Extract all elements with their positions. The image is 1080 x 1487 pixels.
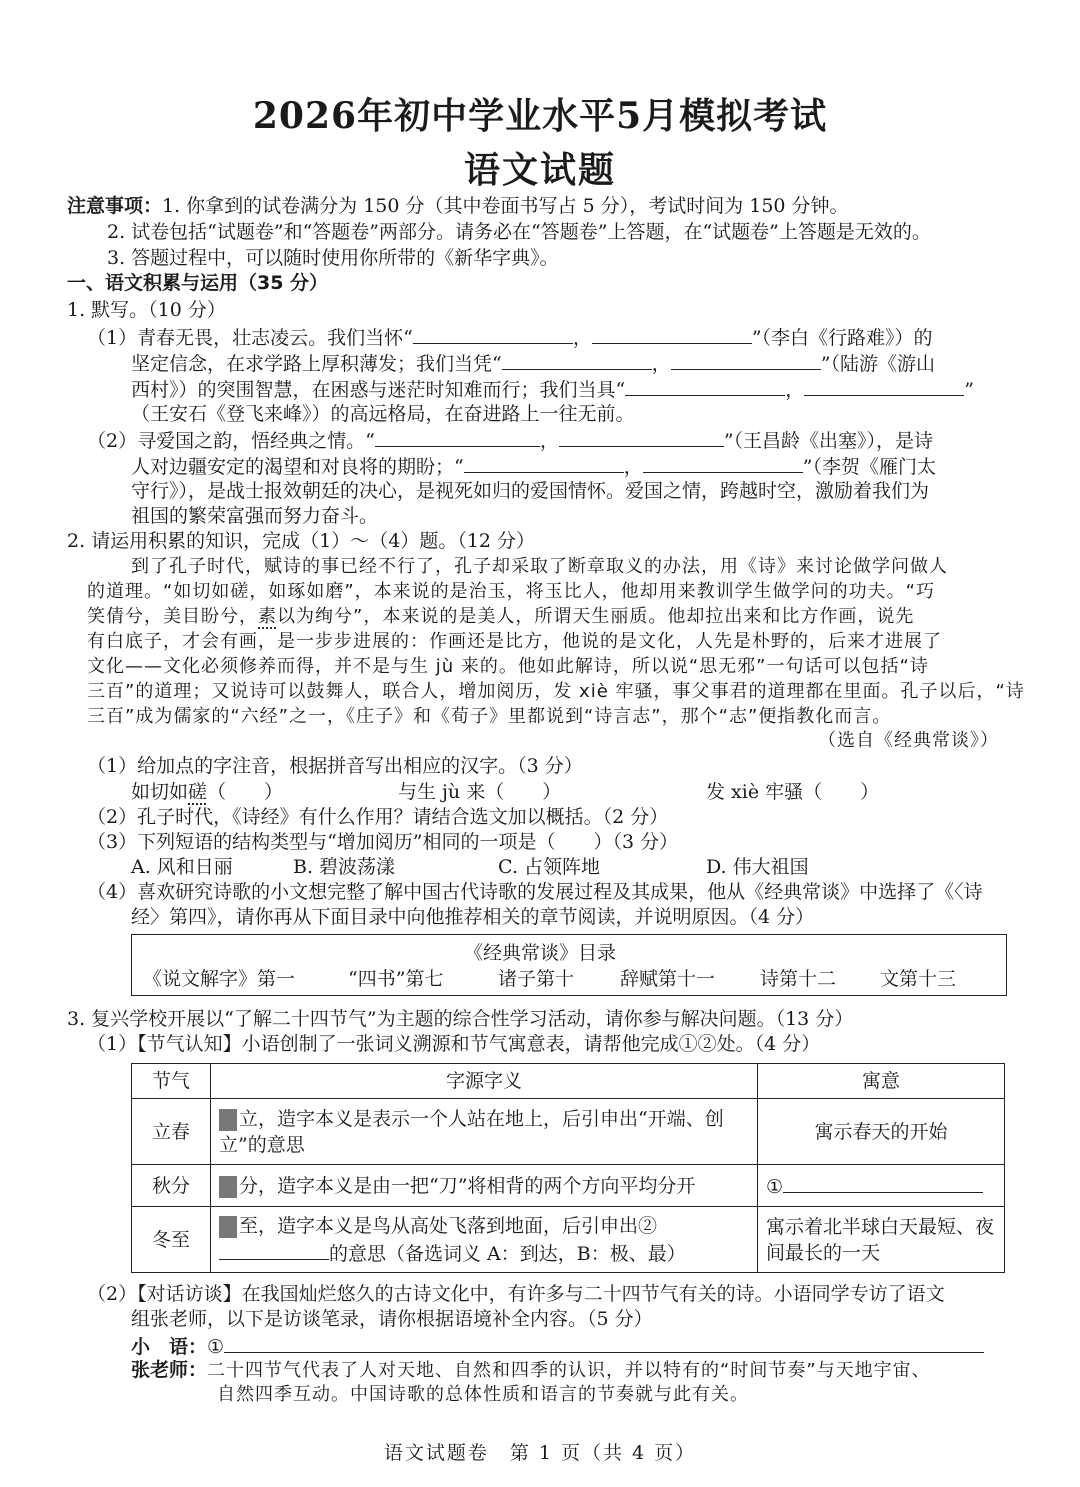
answer-blank[interactable] xyxy=(502,349,652,370)
answer-blank[interactable] xyxy=(559,426,724,447)
passage-line: 有白底子，才会有画，是一步步进展的：作画还是比方，他说的是文化，人先是朴野的，后来才进展了 xyxy=(87,631,942,652)
q3-heading: 3. 复兴学校开展以“了解二十四节气”为主题的综合性学习活动，请你参与解决问题。（13 分） xyxy=(67,1008,854,1030)
solar-term-table xyxy=(131,1063,1005,1273)
q3-sub-2: （2）【对话访谈】在我国灿烂悠久的古诗文化中，有许多与二十四节气有关的诗。小语同学专访了语文 xyxy=(87,1283,945,1305)
q1-line: 守行》），是战士报效朝廷的决心，是视死如归的爱国情怀。爱国之情，跨越时空，激励着我们为 xyxy=(131,480,930,502)
answer-blank[interactable] xyxy=(592,323,752,344)
passage-source: （选自《经典常谈》） xyxy=(818,730,999,751)
answer-blank[interactable] xyxy=(671,349,821,370)
toc-item: 诗第十二 xyxy=(760,968,837,990)
answer-blank[interactable] xyxy=(219,1239,329,1260)
dialogue-xiaoyu: 小 语：① xyxy=(131,1332,984,1360)
answer-blank[interactable] xyxy=(804,375,964,396)
answer-blank[interactable] xyxy=(464,452,624,473)
passage-line: 文化——文化必须修养而得，并不是与生 jù 来的。他如此解诗，所以说“思无邪”一句话可以包括“诗 xyxy=(87,656,929,677)
answer-blank[interactable] xyxy=(224,1332,984,1353)
table-header: 节气 xyxy=(132,1064,211,1099)
option-a: A. 风和日丽 xyxy=(131,856,233,878)
q2-sub-4: 经〉第四》，请你再从下面目录中向他推荐相关的章节阅读，并说明原因。（4 分） xyxy=(131,906,815,928)
q2-sub-2: （2）孔子时代，《诗经》有什么作用？请结合选文加以概括。（2 分） xyxy=(87,806,669,828)
ancient-character-icon xyxy=(219,1109,237,1131)
q1-line: 祖国的繁荣富强而努力奋斗。 xyxy=(131,505,379,527)
notice-line-3: 3. 答题过程中，可以随时使用你所带的《新华字典》。 xyxy=(107,247,559,269)
option-d: D. 伟大祖国 xyxy=(706,856,809,878)
q2-sub-1a: 如切如磋（ ） xyxy=(131,781,284,803)
q3-sub-2: 组张老师，以下是访谈笔录，请你根据语境补全内容。（5 分） xyxy=(131,1308,653,1330)
passage-line: 的道理。“如切如磋，如琢如磨”，本来说的是治玉，将玉比人，他却用来教训学生做学问的功夫。“巧 xyxy=(87,581,935,602)
page-footer: 语文试题卷 第 1 页（共 4 页） xyxy=(383,1442,697,1464)
q1-line: （2）寻爱国之韵，悟经典之情。“ ， ”（王昌龄《出塞》），是诗 xyxy=(87,426,933,454)
option-b: B. 碧波荡漾 xyxy=(293,856,396,878)
toc-item: “四书”第七 xyxy=(348,968,444,990)
q1-line: 人对边疆安定的渴望和对良将的期盼；“ ， ”（李贺《雁门太 xyxy=(131,452,936,480)
answer-blank[interactable] xyxy=(375,426,540,447)
toc-item: 《说文解字》第一 xyxy=(143,968,296,990)
option-c: C. 占领阵地 xyxy=(498,856,600,878)
notice-label: 注意事项： xyxy=(67,195,163,217)
dialogue-teacher-cont: 自然四季互动。中国诗歌的总体性质和语言的节奏就与此有关。 xyxy=(217,1384,749,1405)
q2-sub-1c: 发 xiè 牢骚（ ） xyxy=(706,781,880,803)
toc-title: 《经典常谈》目录 xyxy=(463,942,616,964)
ancient-character-icon xyxy=(219,1176,237,1198)
q2-sub-4: （4）喜欢研究诗歌的小文想完整了解中国古代诗歌的发展过程及其成果，他从《经典常谈》中选择了《〈诗 xyxy=(87,881,983,903)
answer-blank[interactable] xyxy=(643,452,803,473)
answer-blank[interactable] xyxy=(625,375,785,396)
table-row: 秋分 分，造字本义是由一把“刀”将相背的两个方向平均分开 ① xyxy=(132,1165,1005,1207)
dialogue-teacher: 张老师：二十四节气代表了人对天地、自然和四季的认识，并以特有的“时间节奏”与天地宇宙、 xyxy=(131,1359,931,1381)
ancient-character-icon xyxy=(219,1216,237,1238)
page-subtitle: 语文试题 xyxy=(463,149,616,191)
answer-blank[interactable] xyxy=(413,323,573,344)
page-title: 2026年初中学业水平5月模拟考试 xyxy=(252,95,828,137)
q1-line: （王安石《登飞来峰》）的高远格局，在奋进路上一往无前。 xyxy=(131,403,635,425)
q1-heading: 1. 默写。（10 分） xyxy=(67,299,226,321)
q1-line: 西村》）的突围智慧，在困惑与迷茫时知难而行；我们当具“ ， ” xyxy=(131,375,974,403)
q3-sub-1: （1）【节气认知】小语创制了一张词义溯源和节气寓意表，请帮他完成①②处。（4 分） xyxy=(87,1033,821,1055)
passage-line: 笑倩兮，美目盼兮，素以为绚兮”，本来说的是美人，所谓天生丽质。他却拉出来和比方作画，说先 xyxy=(87,606,915,627)
table-row: 冬至 至，造字本义是鸟从高处飞落到地面，后引申出②的意思（备选词义 A：到达，B：极、最） 寓示着北半球白天最短、夜间最长的一天 xyxy=(132,1207,1005,1273)
toc-item: 诸子第十 xyxy=(498,968,575,990)
q2-heading: 2. 请运用积累的知识，完成（1）～（4）题。（12 分） xyxy=(67,530,536,552)
q2-sub-1: （1）给加点的字注音，根据拼音写出相应的汉字。（3 分） xyxy=(87,755,583,777)
q1-line: （1）青春无畏，壮志凌云。我们当怀“ ， ”（李白《行路难》）的 xyxy=(87,323,933,351)
q2-sub-3: （3）下列短语的结构类型与“增加阅历”相同的一项是（ ）（3 分） xyxy=(87,831,679,853)
passage-line: 三百”成为儒家的“六经”之一，《庄子》和《荀子》里都说到“诗言志”，那个“志”便指教化而言。 xyxy=(87,706,892,727)
q1-line: 坚定信念，在求学路上厚积薄发；我们当凭“ ， ”（陆游《游山 xyxy=(131,349,935,377)
notice-line-1: 注意事项：1. 你拿到的试卷满分为 150 分（其中卷面书写占 5 分），考试时间为 150 分钟。 xyxy=(67,195,849,217)
passage-line: 三百”的道理；又说诗可以鼓舞人，联合人，增加阅历，发 xiè 牢骚，事父事君的道理都在里面。孔子以后，“诗 xyxy=(87,681,1025,702)
answer-blank[interactable] xyxy=(783,1172,983,1193)
table-header: 寓意 xyxy=(758,1064,1005,1099)
table-row: 立春 立，造字本义是表示一个人站在地上，后引申出“开端、创立”的意思 寓示春天的开始 xyxy=(132,1099,1005,1165)
table-header: 字源字义 xyxy=(211,1064,758,1099)
section-heading: 一、语文积累与运用（35 分） xyxy=(67,272,329,294)
notice-line-2: 2. 试卷包括“试题卷”和“答题卷”两部分。请务必在“答题卷”上答题，在“试题卷”上答题是无效的。 xyxy=(107,221,931,243)
passage-line: 到了孔子时代，赋诗的事已经不行了，孔子却采取了断章取义的办法，用《诗》来讨论做学问做人 xyxy=(131,556,948,577)
table-header-row xyxy=(132,1064,1005,1099)
toc-item: 文第十三 xyxy=(880,968,957,990)
toc-item: 辞赋第十一 xyxy=(620,968,716,990)
q2-sub-1b: 与生 jù 来（ ） xyxy=(398,781,562,803)
